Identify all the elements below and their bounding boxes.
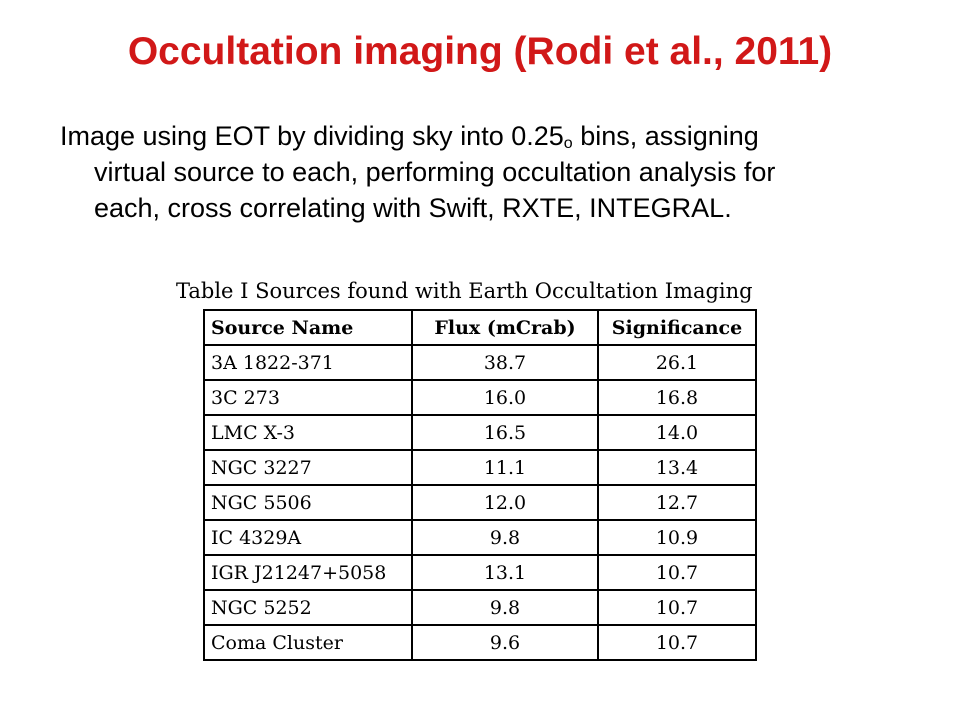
body-line-1 — [60, 118, 920, 154]
source-name-cell: LMC X-3 — [204, 415, 412, 450]
body-line-1-start: Image using EOT by dividing sky into 0.25 — [60, 121, 564, 151]
body-line-2: virtual source to each, performing occultation analysis for — [94, 157, 776, 187]
flux-cell: 38.7 — [412, 345, 598, 380]
flux-cell: 11.1 — [412, 450, 598, 485]
significance-cell: 12.7 — [598, 485, 756, 520]
sources-table — [203, 309, 757, 661]
source-name-cell: IC 4329A — [204, 520, 412, 555]
table-row — [204, 520, 756, 555]
slide-title: Occultation imaging (Rodi et al., 2011) — [127, 30, 833, 73]
source-name-cell: IGR J21247+5058 — [204, 555, 412, 590]
significance-cell: 10.7 — [598, 625, 756, 660]
header-source-name: Source Name — [204, 310, 412, 345]
source-name-cell: 3A 1822-371 — [204, 345, 412, 380]
flux-cell: 13.1 — [412, 555, 598, 590]
source-name-cell: 3C 273 — [204, 380, 412, 415]
significance-cell: 13.4 — [598, 450, 756, 485]
table-row — [204, 380, 756, 415]
significance-cell: 14.0 — [598, 415, 756, 450]
table-row — [204, 625, 756, 660]
source-name-cell: NGC 5506 — [204, 485, 412, 520]
body-line-1-end: bins, assigning — [572, 121, 759, 151]
flux-cell: 16.0 — [412, 380, 598, 415]
flux-cell: 16.5 — [412, 415, 598, 450]
table-row — [204, 345, 756, 380]
table-row — [204, 415, 756, 450]
flux-cell: 9.8 — [412, 590, 598, 625]
body-line-3: each, cross correlating with Swift, RXTE, INTEGRAL. — [94, 193, 732, 223]
significance-cell: 10.7 — [598, 590, 756, 625]
flux-cell: 12.0 — [412, 485, 598, 520]
table-row — [204, 590, 756, 625]
source-name-cell: Coma Cluster — [204, 625, 412, 660]
table-row — [204, 450, 756, 485]
header-flux: Flux (mCrab) — [412, 310, 598, 345]
flux-cell: 9.6 — [412, 625, 598, 660]
table-row — [204, 555, 756, 590]
significance-cell: 10.9 — [598, 520, 756, 555]
significance-cell: 10.7 — [598, 555, 756, 590]
table-caption: Table I Sources found with Earth Occultation Imaging — [176, 279, 753, 303]
table-header-row — [204, 310, 756, 345]
source-name-cell: NGC 5252 — [204, 590, 412, 625]
degree-superscript: o — [563, 135, 573, 152]
slide-body-text — [60, 118, 920, 226]
header-significance: Significance — [598, 310, 756, 345]
flux-cell: 9.8 — [412, 520, 598, 555]
table-row — [204, 485, 756, 520]
significance-cell: 16.8 — [598, 380, 756, 415]
source-name-cell: NGC 3227 — [204, 450, 412, 485]
significance-cell: 26.1 — [598, 345, 756, 380]
